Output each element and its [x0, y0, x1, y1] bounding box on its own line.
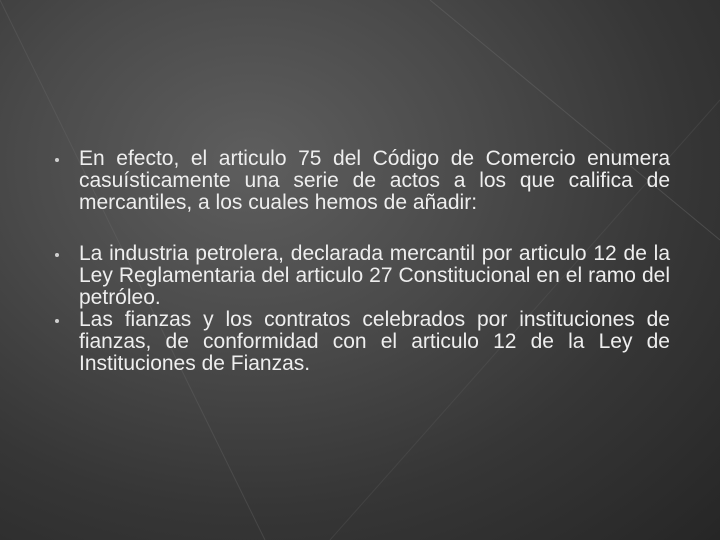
bullet-dot-icon: [55, 319, 59, 323]
bullet-text-1: En efecto, el articulo 75 del Código de Comercio enumera casuísticamente una serie de actos a los que califica de mercantiles, a los cuales hemos de añadir:: [79, 147, 670, 214]
bullet-item-1: [50, 148, 670, 214]
bullet-text-3: Las fianzas y los contratos celebrados por instituciones de fianzas, de conformidad con el articulo 12 de la Ley de Instituciones de Fianzas.: [79, 308, 670, 375]
bullet-item-2: [50, 243, 670, 309]
bullet-item-3: [50, 309, 670, 375]
bullet-text-2: La industria petrolera, declarada mercantil por articulo 12 de la Ley Reglamentaria del articulo 27 Constitucional en el ramo del petróleo.: [79, 242, 670, 309]
bullet-dot-icon: [55, 253, 59, 257]
bullet-dot-icon: [55, 158, 59, 162]
bullet-list: [50, 148, 670, 375]
